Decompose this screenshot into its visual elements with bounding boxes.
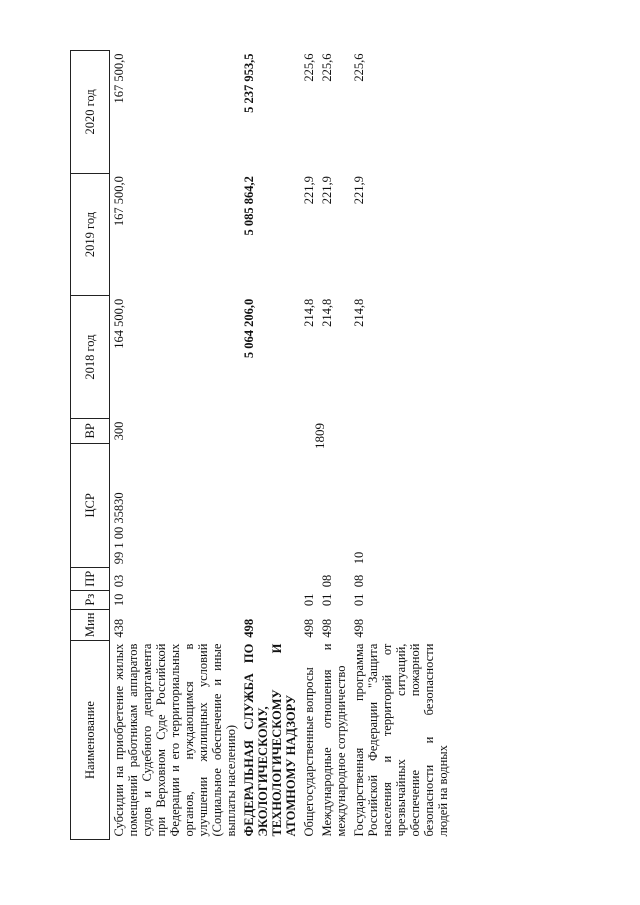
cell-name: ФЕДЕРАЛЬНАЯ СЛУЖБА ПО ЭКОЛОГИЧЕСКОМУ, ТЕХНОЛОГИЧЕСКОМУ И АТОМНОМУ НАДЗОРУ <box>242 643 298 837</box>
header-pr: ПР <box>71 567 110 590</box>
cell-name: Субсидии на приобретение жилых помещений работникам аппаратов судов и Судебного департамента при Верховном Суде Российской Федерации и его территориальных органов, нуждающимся в улучшении жилищных условий (Социальное обеспечение и иные выплаты населению) <box>112 643 238 837</box>
cell-vr: 300 <box>112 421 126 441</box>
cell-y2019: 167 500,0 <box>112 176 126 227</box>
cell-csr <box>240 443 300 567</box>
cell-vr <box>300 418 318 443</box>
budget-table-sheet <box>70 50 600 840</box>
cell-vr <box>240 418 300 443</box>
cell-rz: 10 <box>112 593 126 607</box>
header-name: Наименование <box>71 641 110 840</box>
cell-min: 498 <box>320 618 334 638</box>
header-vr: ВР <box>71 418 110 443</box>
header-csr: ЦСР <box>71 443 110 567</box>
cell-name: Общегосударственные вопросы <box>302 667 316 837</box>
cell-csr <box>318 443 350 567</box>
header-2018: 2018 год <box>71 296 110 419</box>
cell-pr: 08 <box>320 574 334 588</box>
header-2020: 2020 год <box>71 51 110 174</box>
table-header-row <box>71 51 110 840</box>
cell-pr <box>240 567 300 590</box>
table-row <box>110 51 241 840</box>
header-rz: Рз <box>71 590 110 609</box>
cell-csr <box>300 443 318 567</box>
cell-name: Международные отношения и международное сотрудничество <box>320 643 348 837</box>
cell-y2020: 225,6 <box>352 53 366 82</box>
cell-y2018: 5 064 206,0 <box>242 298 256 359</box>
cell-y2019: 221,9 <box>302 176 316 205</box>
cell-rz: 01 <box>352 593 366 607</box>
cell-y2020: 225,6 <box>320 53 334 82</box>
budget-table <box>70 50 452 840</box>
cell-min: 498 <box>302 618 316 638</box>
table-row <box>350 51 452 840</box>
table-row <box>300 51 318 840</box>
page-number: 1809 <box>312 423 327 449</box>
table-row <box>240 51 300 840</box>
cell-csr: 10 <box>352 551 366 565</box>
cell-name: Государственная программа Российской Федерации "Защита населения и территорий от чрезвычайных ситуаций, обеспечение пожарной безопасности и безопасности людей на водных <box>352 643 450 837</box>
cell-min: 438 <box>112 618 126 638</box>
cell-min: 498 <box>352 618 366 638</box>
cell-rz: 01 <box>320 593 334 607</box>
cell-y2020: 167 500,0 <box>112 53 126 104</box>
cell-y2018: 164 500,0 <box>112 298 126 349</box>
cell-pr: 08 <box>352 574 366 588</box>
cell-vr <box>318 418 350 443</box>
header-min: Мин <box>71 609 110 641</box>
cell-y2019: 221,9 <box>320 176 334 205</box>
cell-pr <box>300 567 318 590</box>
cell-csr: 99 1 00 35830 <box>112 492 126 565</box>
cell-pr: 03 <box>112 574 126 588</box>
cell-y2020: 5 237 953,5 <box>242 53 256 113</box>
cell-rz: 01 <box>302 593 316 607</box>
cell-vr <box>350 418 452 443</box>
cell-y2019: 221,9 <box>352 176 366 205</box>
header-2019: 2019 год <box>71 173 110 296</box>
table-row <box>318 51 350 840</box>
cell-y2018: 214,8 <box>352 298 366 327</box>
cell-y2019: 5 085 864,2 <box>242 176 256 236</box>
cell-y2018: 214,8 <box>320 298 334 327</box>
cell-min: 498 <box>242 618 256 638</box>
cell-y2020: 225,6 <box>302 53 316 82</box>
cell-y2018: 214,8 <box>302 298 316 327</box>
cell-rz <box>240 590 300 609</box>
